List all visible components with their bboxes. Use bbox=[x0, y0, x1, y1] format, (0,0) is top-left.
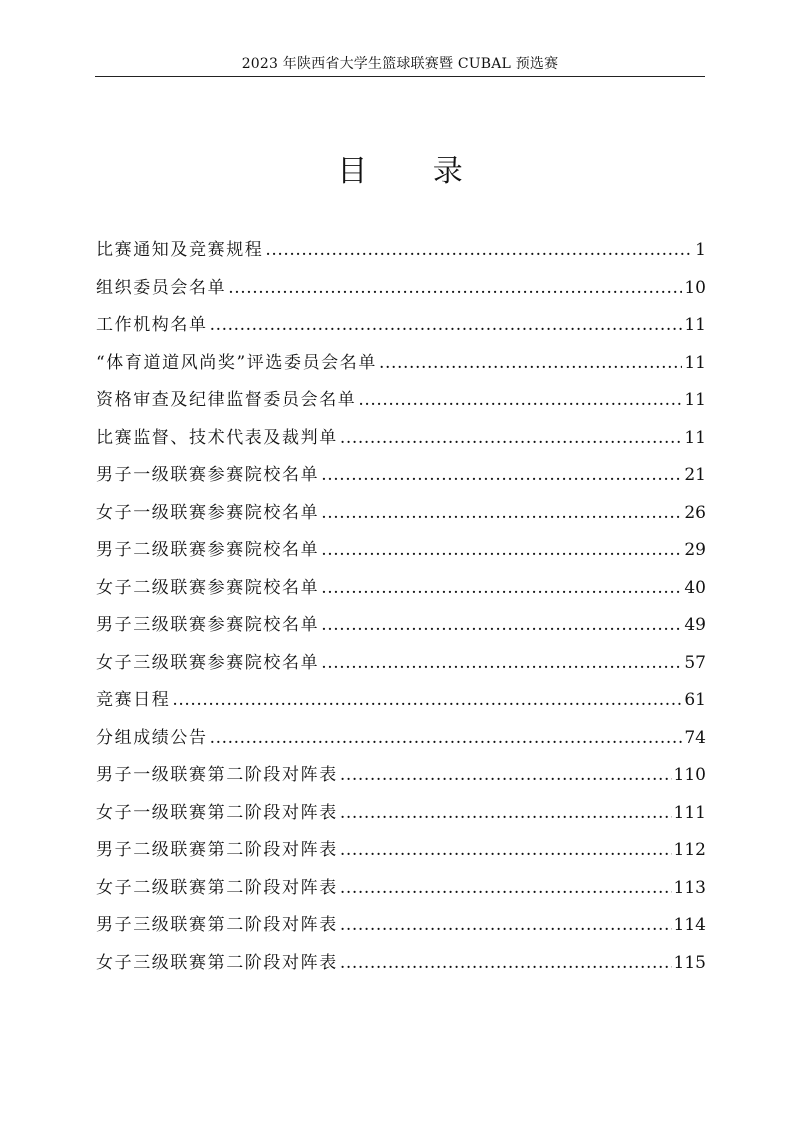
toc-entry-label: 女子二级联赛第二阶段对阵表 bbox=[96, 877, 338, 898]
header-rule bbox=[95, 76, 705, 77]
toc-entry-label: 女子三级联赛参赛院校名单 bbox=[96, 652, 320, 673]
toc-leader-dots bbox=[340, 836, 672, 864]
toc-leader-dots bbox=[340, 874, 672, 902]
toc-entry[interactable] bbox=[96, 686, 706, 724]
toc-leader-dots bbox=[321, 536, 682, 564]
toc-entry[interactable] bbox=[96, 424, 706, 462]
toc-leader-dots bbox=[321, 461, 682, 489]
toc-entry-label: 男子三级联赛参赛院校名单 bbox=[96, 615, 320, 635]
toc-entry[interactable] bbox=[96, 724, 706, 762]
toc-leader-dots bbox=[340, 949, 672, 977]
toc-entry-page: 74 bbox=[684, 727, 706, 748]
toc-leader-dots bbox=[321, 574, 682, 602]
toc-entry-page: 10 bbox=[684, 277, 706, 298]
toc-entry[interactable] bbox=[96, 874, 706, 912]
toc-leader-dots bbox=[265, 236, 693, 264]
toc-entry[interactable] bbox=[96, 574, 706, 612]
toc-leader-dots bbox=[172, 686, 682, 714]
running-header: 2023 年陕西省大学生篮球联赛暨 CUBAL 预选赛 bbox=[241, 56, 559, 72]
toc-leader-dots bbox=[210, 311, 683, 339]
toc-entry-label: 竞赛日程 bbox=[96, 690, 171, 710]
toc-title: 目 录 bbox=[337, 154, 491, 189]
toc-entry[interactable] bbox=[96, 461, 706, 499]
toc-entry-page: 49 bbox=[684, 615, 706, 635]
toc-entry-label: 男子二级联赛参赛院校名单 bbox=[96, 540, 320, 560]
toc-entry-page: 113 bbox=[673, 877, 706, 898]
toc-entry[interactable] bbox=[96, 386, 706, 424]
toc-entry-page: 115 bbox=[673, 952, 706, 973]
toc-entry[interactable] bbox=[96, 911, 706, 949]
toc-entry[interactable] bbox=[96, 536, 706, 574]
toc-leader-dots bbox=[321, 499, 682, 527]
toc-entry[interactable] bbox=[96, 236, 706, 274]
toc-entry-page: 1 bbox=[695, 240, 706, 260]
toc-entry[interactable] bbox=[96, 949, 706, 987]
toc-entry-label: 工作机构名单 bbox=[96, 315, 208, 335]
toc-entry[interactable] bbox=[96, 311, 706, 349]
toc-leader-dots bbox=[340, 424, 683, 452]
toc-entry-label: 男子二级联赛第二阶段对阵表 bbox=[96, 840, 338, 860]
toc-entry-label: 女子一级联赛参赛院校名单 bbox=[96, 502, 320, 523]
toc-entry-page: 29 bbox=[684, 540, 706, 560]
toc-entry[interactable] bbox=[96, 499, 706, 537]
toc-leader-dots bbox=[321, 649, 682, 677]
toc-entry-page: 111 bbox=[673, 802, 706, 823]
toc-leader-dots bbox=[340, 761, 672, 789]
toc-entry-page: 114 bbox=[673, 915, 706, 935]
toc-entry[interactable] bbox=[96, 649, 706, 687]
toc-entry-label: 女子一级联赛第二阶段对阵表 bbox=[96, 802, 338, 823]
toc-entry-label: 资格审查及纪律监督委员会名单 bbox=[96, 390, 357, 410]
toc-entry[interactable] bbox=[96, 761, 706, 799]
toc-entry-page: 112 bbox=[673, 840, 706, 860]
toc-entry[interactable] bbox=[96, 836, 706, 874]
toc-entry-page: 57 bbox=[684, 652, 706, 673]
toc-leader-dots bbox=[321, 611, 682, 639]
toc-entry-page: 11 bbox=[684, 427, 706, 448]
toc-entry-label: 分组成绩公告 bbox=[96, 727, 208, 748]
toc-entry-label: “体育道道风尚奖”评选委员会名单 bbox=[96, 352, 377, 373]
toc-leader-dots bbox=[379, 349, 682, 377]
table-of-contents bbox=[96, 236, 706, 986]
toc-entry-label: 男子一级联赛第二阶段对阵表 bbox=[96, 765, 338, 785]
toc-leader-dots bbox=[210, 724, 683, 752]
toc-entry-label: 比赛通知及竞赛规程 bbox=[96, 240, 264, 260]
toc-entry-label: 女子二级联赛参赛院校名单 bbox=[96, 577, 320, 598]
toc-leader-dots bbox=[340, 911, 672, 939]
toc-entry[interactable] bbox=[96, 611, 706, 649]
toc-entry-label: 男子一级联赛参赛院校名单 bbox=[96, 465, 320, 485]
toc-entry-label: 男子三级联赛第二阶段对阵表 bbox=[96, 915, 338, 935]
toc-leader-dots bbox=[228, 274, 682, 302]
toc-entry-label: 女子三级联赛第二阶段对阵表 bbox=[96, 952, 338, 973]
toc-leader-dots bbox=[358, 386, 682, 414]
toc-entry-label: 组织委员会名单 bbox=[96, 277, 227, 298]
toc-entry-page: 11 bbox=[684, 315, 706, 335]
toc-entry-page: 11 bbox=[684, 390, 706, 410]
toc-entry-page: 11 bbox=[684, 352, 706, 373]
toc-entry-page: 40 bbox=[684, 577, 706, 598]
toc-entry-page: 26 bbox=[684, 502, 706, 523]
toc-entry-page: 110 bbox=[673, 765, 706, 785]
toc-entry[interactable] bbox=[96, 349, 706, 387]
toc-entry-page: 61 bbox=[684, 690, 706, 710]
toc-entry-page: 21 bbox=[684, 465, 706, 485]
toc-entry[interactable] bbox=[96, 274, 706, 312]
toc-leader-dots bbox=[340, 799, 672, 827]
toc-entry-label: 比赛监督、技术代表及裁判单 bbox=[96, 427, 338, 448]
toc-entry[interactable] bbox=[96, 799, 706, 837]
